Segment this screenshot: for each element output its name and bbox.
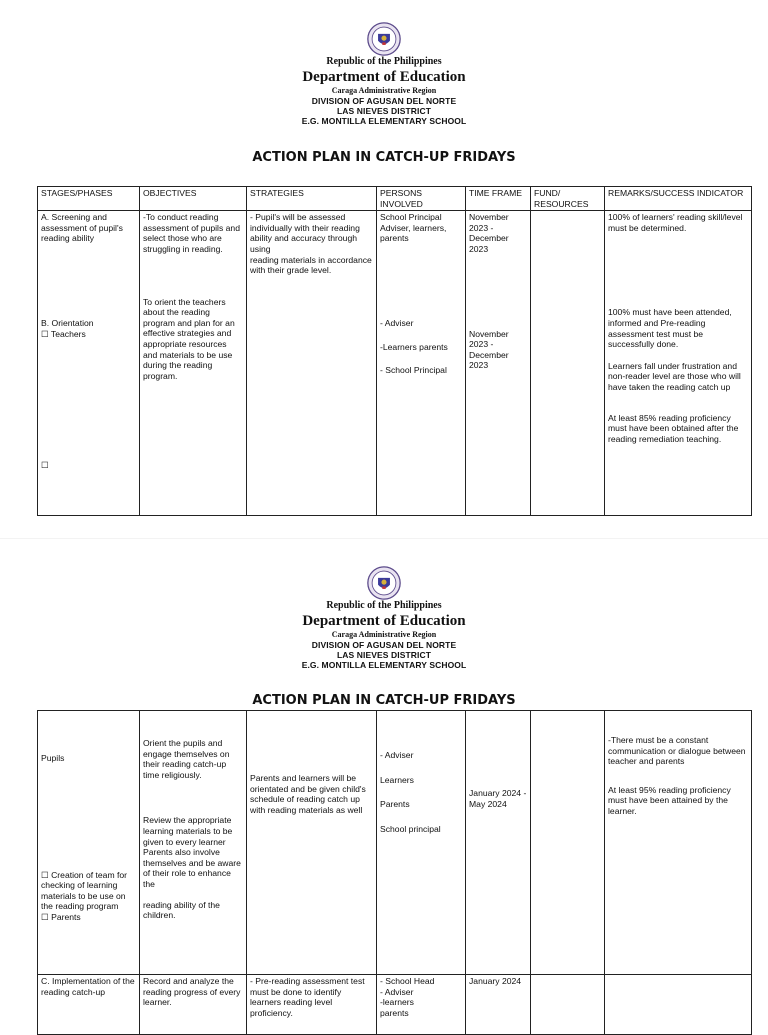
table-header-row <box>38 187 752 211</box>
cell-remarks <box>605 975 752 1035</box>
remarks-text: Learners fall under frustration and non-reader level are those who will have taken the reading catch up <box>608 360 741 392</box>
table-row <box>38 711 752 975</box>
cell-objectives: Record and analyze the reading progress of every learner. <box>140 975 247 1035</box>
cell-persons: - School Head - Adviser -learners parents <box>377 975 466 1035</box>
table-row <box>38 975 752 1035</box>
objective-text: Orient the pupils and engage themselves on their reading catch-up time religiously. <box>143 738 230 780</box>
deped-seal-icon <box>367 22 401 56</box>
table-row <box>38 211 752 516</box>
cell-strategies <box>247 211 377 516</box>
persons-text: School Principal Adviser, learners, parents <box>380 212 447 244</box>
col-header-remarks: REMARKS/SUCCESS INDICATOR <box>605 187 752 211</box>
page-divider <box>0 538 768 539</box>
objective-text: -To conduct reading assessment of pupils and select those who are struggling in reading. <box>143 212 240 254</box>
remarks-text: At least 95% reading proficiency must have been attained by the learner. <box>608 784 731 816</box>
persons-text: School principal <box>380 823 441 834</box>
persons-text: Learners <box>380 774 414 785</box>
department-text: Department of Education <box>302 69 466 85</box>
stage-b-sub-text: ☐ Teachers <box>41 328 86 339</box>
stage-b-text: B. Orientation <box>41 317 94 328</box>
col-header-strategies: STRATEGIES <box>247 187 377 211</box>
school-text: E.G. MONTILLA ELEMENTARY SCHOOL <box>301 116 467 126</box>
cell-fund <box>531 711 605 975</box>
plan-title: ACTION PLAN IN CATCH-UP FRIDAYS <box>252 693 516 708</box>
persons-text: Parents <box>380 799 410 810</box>
department-text: Department of Education <box>302 613 466 629</box>
cell-persons <box>377 211 466 516</box>
strategy-text: - Pupil's will be assessed individually with their reading ability and accuracy through using <box>250 212 360 254</box>
col-header-objectives: OBJECTIVES <box>140 187 247 211</box>
letterhead <box>0 566 768 670</box>
republic-text: Republic of the Philippines <box>326 600 442 611</box>
objective-text: reading ability of the children. <box>143 899 220 921</box>
remarks-text: At least 85% reading proficiency must have been obtained after the reading remediation teaching. <box>608 412 739 444</box>
cell-strategies <box>247 711 377 975</box>
time-text: November 2023 - December 2023 <box>469 212 509 254</box>
remarks-text: -There must be a constant communication or dialogue between teacher and parents <box>608 735 746 767</box>
cell-remarks <box>605 711 752 975</box>
division-text: DIVISION OF AGUSAN DEL NORTE <box>311 640 457 650</box>
deped-seal-icon <box>367 566 401 600</box>
stage-text: ☐ Creation of team for checking of learning materials to be use on the reading program <box>41 869 128 912</box>
cell-objectives <box>140 711 247 975</box>
cell-time: January 2024 <box>466 975 531 1035</box>
republic-text: Republic of the Philippines <box>326 56 442 67</box>
letterhead <box>0 22 768 126</box>
division-text: DIVISION OF AGUSAN DEL NORTE <box>311 96 457 106</box>
col-header-persons: PERSONS INVOLVED <box>377 187 466 211</box>
stage-text: ☐ Parents <box>41 911 81 922</box>
col-header-fund: FUND/ RESOURCES <box>531 187 605 211</box>
cell-strategies: - Pre-reading assessment test must be done to identify learners reading level proficiency. <box>247 975 377 1035</box>
document-page-2 <box>0 550 768 1024</box>
remarks-text: 100% of learners' reading skill/level must be determined. <box>608 212 743 233</box>
stage-text: Pupils <box>41 753 65 763</box>
persons-text: - Adviser <box>380 317 414 328</box>
district-text: LAS NIEVES DISTRICT <box>337 650 431 660</box>
col-header-time: TIME FRAME <box>466 187 531 211</box>
action-plan-table-1 <box>37 186 752 516</box>
cell-time <box>466 211 531 516</box>
checkbox-glyph: ☐ <box>41 460 49 471</box>
cell-remarks <box>605 211 752 516</box>
cell-stages <box>38 711 140 975</box>
cell-persons <box>377 711 466 975</box>
school-text: E.G. MONTILLA ELEMENTARY SCHOOL <box>301 660 467 670</box>
objective-text: Review the appropriate learning materials to be given to every learner Parents also involve themselves and be aware of their role to enhance the <box>143 815 241 889</box>
persons-text: -Learners parents <box>380 341 448 352</box>
cell-stages: C. Implementation of the reading catch-up <box>38 975 140 1035</box>
cell-stages <box>38 211 140 516</box>
district-text: LAS NIEVES DISTRICT <box>337 106 431 116</box>
persons-text: - School Principal <box>380 365 447 376</box>
persons-text: - Adviser <box>380 750 414 760</box>
region-text: Caraga Administrative Region <box>331 86 437 95</box>
cell-objectives <box>140 211 247 516</box>
cell-fund <box>531 975 605 1035</box>
strategy-text: reading materials in accordance with their grade level. <box>250 254 372 276</box>
remarks-text: 100% must have been attended, informed and Pre-reading assessment test must be successfully done. <box>608 307 732 350</box>
objective-text: To orient the teachers about the reading program and plan for an effective strategies and appropriate resources and materials to be use during the reading program. <box>143 296 235 381</box>
time-text: January 2024 - May 2024 <box>469 788 527 809</box>
time-text: November 2023 - December 2023 <box>469 328 509 371</box>
plan-title: ACTION PLAN IN CATCH-UP FRIDAYS <box>252 150 516 165</box>
action-plan-table-2 <box>37 710 752 1035</box>
col-header-stages: STAGES/PHASES <box>38 187 140 211</box>
region-text: Caraga Administrative Region <box>331 630 437 639</box>
cell-fund <box>531 211 605 516</box>
cell-time <box>466 711 531 975</box>
stage-a-text: A. Screening and assessment of pupil's reading ability <box>41 212 123 244</box>
strategy-text: Parents and learners will be orientated and be given child's schedule of reading catch up with reading materials as well <box>250 773 366 815</box>
